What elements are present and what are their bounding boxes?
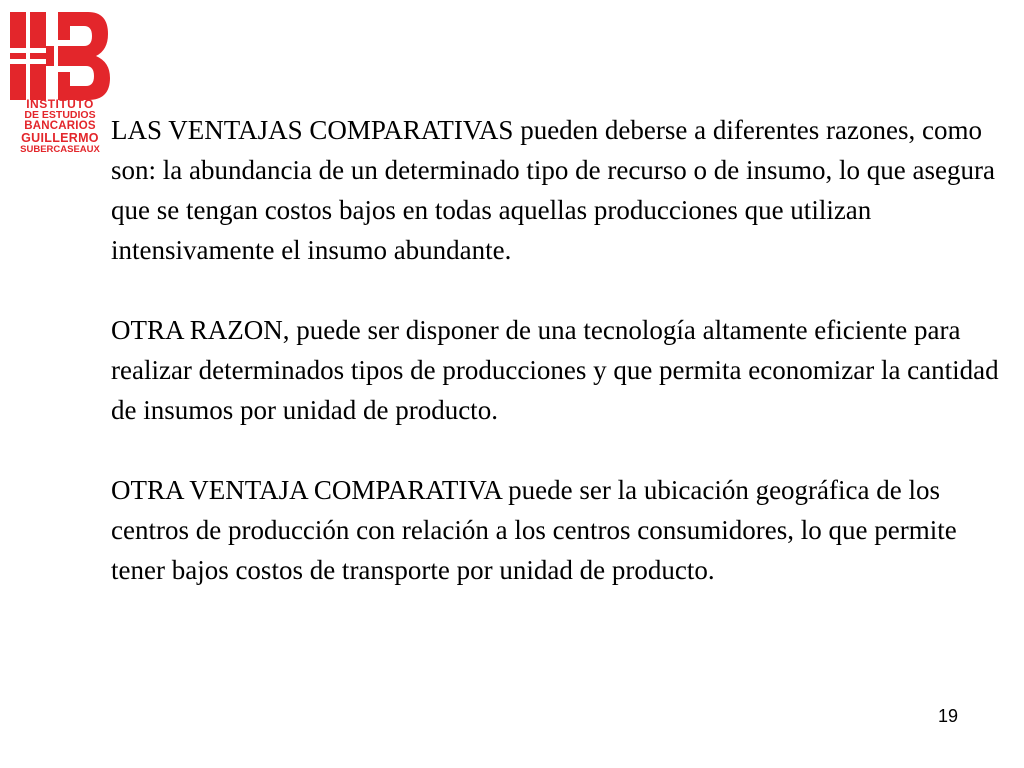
slide-body xyxy=(111,110,1016,590)
logo-line-2: DE ESTUDIOS xyxy=(24,109,96,121)
page-number: 19 xyxy=(938,706,959,726)
institute-logo xyxy=(10,12,110,162)
iebg-logo-mark-icon xyxy=(10,12,110,100)
paragraph-ventajas-comparativas: LAS VENTAJAS COMPARATIVAS pueden deberse a diferentes razones, como son: la abundancia de un determinado tipo de recurso o de insumo, lo que asegura que se tengan costos bajos en todas aquellas producciones que utilizan intensivamente el insumo abundante. xyxy=(111,115,995,265)
logo-line-5: SUBERCASEAUX xyxy=(20,143,100,155)
logo-line-4: GUILLERMO xyxy=(21,131,99,145)
logo-line-1: INSTITUTO xyxy=(26,97,94,111)
logo-line-3: BANCARIOS xyxy=(24,119,96,132)
logo-wordmark xyxy=(10,98,110,154)
paragraph-otra-razon: OTRA RAZON, puede ser disponer de una tecnología altamente eficiente para realizar determinados tipos de producciones y que permita economizar la cantidad de insumos por unidad de producto. xyxy=(111,315,999,425)
paragraph-otra-ventaja: OTRA VENTAJA COMPARATIVA puede ser la ubicación geográfica de los centros de producción con relación a los centros consumidores, lo que permite tener bajos costos de transporte por unidad de producto. xyxy=(111,475,957,585)
